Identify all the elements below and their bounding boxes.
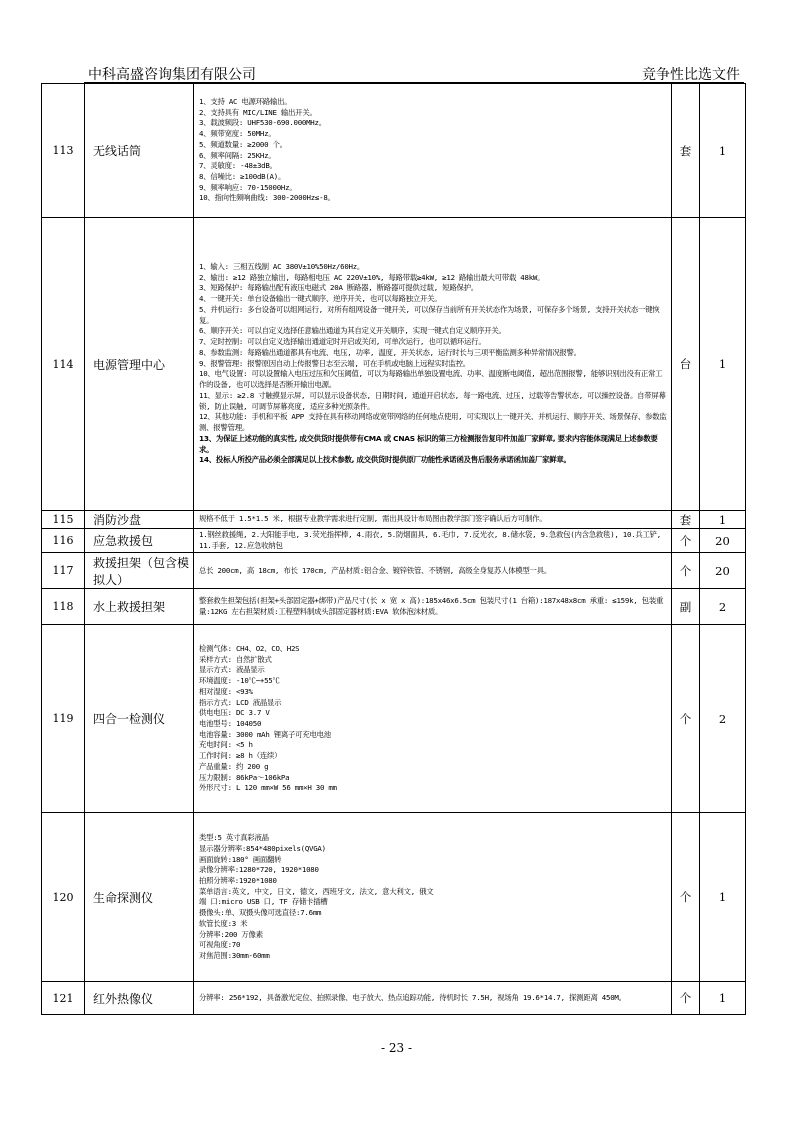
item-unit: 个 [672,625,700,813]
table-row [42,625,746,813]
page-header [84,62,744,83]
item-number: 116 [42,529,85,553]
item-name: 红外热像仪 [85,982,194,1015]
spec-line: 6、频率间隔: 25KHz。 [199,150,276,160]
spec-line: 指示方式: LCD 液晶显示 [199,697,282,707]
item-name: 无线话筒 [85,84,194,218]
spec-line: 8、信噪比: ≥100dB(A)。 [199,171,286,181]
item-specification [194,84,672,218]
item-number: 114 [42,218,85,511]
spec-line: 画面旋转:180° 画面翻转 [199,854,282,864]
spec-line: 端 口:micro USB 口, TF 存储卡插槽 [199,897,328,907]
item-number: 115 [42,511,85,529]
item-specification [194,982,672,1015]
spec-line: 电池容量: 3000 mAh 锂离子可充电电池 [199,729,331,739]
spec-line: 分辨率:200 万像素 [199,929,263,939]
table-row [42,553,746,589]
spec-line: 10、指向性频响曲线: 300-2000Hz≤-8。 [199,193,335,203]
spec-line: 工作时间: ≥8 h（连续） [199,751,282,761]
spec-line: 采样方式: 自然扩散式 [199,654,272,664]
spec-line: 环境温度: -10℃~+55℃ [199,676,280,686]
spec-line: 分辨率: 256*192, 具备激光定位、拍照录像、电子放大、热点追踪功能, 待机时长 7.5H, 视场角 19.6*14.7, 探测距离 450M。 [199,993,626,1003]
item-name: 消防沙盘 [85,511,194,529]
item-specification [194,553,672,589]
spec-line: 8、参数监测: 每路输出通道都具有电流、电压, 功率, 温度, 开关状态, 运行时长与三项平衡监测多种异常情况报警。 [199,347,581,357]
item-unit: 个 [672,813,700,982]
spec-line: 电池型号: 104050 [199,718,262,728]
item-specification [194,589,672,625]
spec-line: 3、短路保护: 每路输出配有液压电磁式 20A 断路器, 断路器可提供过载, 短路保护。 [199,283,478,293]
spec-line: 显示方式: 液晶显示 [199,665,265,675]
spec-line: 检测气体: CH4、O2、CO、H2S [199,643,300,653]
spec-line: 菜单语言:英文, 中文, 日文, 德文, 西班牙文, 法文, 意大利文, 俄文 [199,886,434,896]
document-type: 竞争性比选文件 [642,67,740,83]
item-quantity: 2 [700,589,746,625]
spec-line: 录像分辨率:1280*720, 1920*1080 [199,865,319,875]
item-number: 117 [42,553,85,589]
spec-line: 4、频带宽度: 50MHz。 [199,129,276,139]
table-row [42,84,746,218]
spec-line: 1.钢丝救援绳, 2.大阳能手电, 3.荧光指挥棒, 4.雨衣, 5.防烟面具, 6.毛巾, 7.反光衣, 8.储水袋, 9.急救包(内含急救毯), 10.兵工铲, 11.手套, 12.应急收纳包 [199,530,662,550]
spec-line-emphasis: 13、为保证上述功能的真实性, 成交供货时提供带有CMA 或 CNAS 标识的第三方检测报告复印件加盖厂家鲜章, 要求内容能体现满足上述参数要求。 [199,433,658,454]
spec-line: 压力限制: 86kPa～106kPa [199,772,290,782]
table-row [42,813,746,982]
spec-line: 7、灵敏度: -48±3dB。 [199,161,277,171]
spec-line: 2、输出: ≥12 路独立输出, 每路相电压 AC 220V±10%, 每路带载≥4kW, ≥12 路输出最大可带载 48kW。 [199,272,545,282]
item-unit: 台 [672,218,700,511]
item-unit: 个 [672,553,700,589]
spec-line: 充电时间: <5 h [199,740,253,750]
item-number: 113 [42,84,85,218]
item-number: 119 [42,625,85,813]
item-quantity: 1 [700,813,746,982]
spec-line: 9、报警管理: 报警原因自动上传报警日志至云端, 可在手机或电脑上远程实时监控。 [199,358,470,368]
spec-line: 总长 200cm, 高 18cm, 布长 170cm, 产品材质:铝合金、镀锌铁管、不锈钢, 高级全身复苏人体模型一具。 [199,565,551,575]
item-quantity: 1 [700,218,746,511]
table-row [42,982,746,1015]
spec-line: 类型:5 英寸真彩液晶 [199,833,269,843]
item-specification [194,529,672,553]
item-quantity: 20 [700,553,746,589]
spec-line: 6、顺序开关: 可以自定义选择任意输出通道为其自定义开关顺序, 实现一键式自定义顺序开关。 [199,326,506,336]
spec-line-emphasis: 14、投标人所投产品必须全部满足以上技术参数, 成交供货时提供原厂功能性承诺函及售后服务承诺函加盖厂家鲜章。 [199,455,571,465]
page-number: - 23 - [380,1041,412,1055]
table-row [42,529,746,553]
spec-line: 1、输入: 三相五线制 AC 380V±10%50Hz/60Hz。 [199,262,365,272]
item-unit: 套 [672,511,700,529]
item-name: 四合一检测仪 [85,625,194,813]
item-unit: 套 [672,84,700,218]
item-name: 电源管理中心 [85,218,194,511]
table-row [42,218,746,511]
company-name: 中科高盛咨询集团有限公司 [88,67,256,83]
item-specification [194,813,672,982]
item-name: 生命探测仪 [85,813,194,982]
spec-line: 9、频率响应: 70-15000Hz。 [199,182,297,192]
item-quantity: 20 [700,529,746,553]
item-specification [194,625,672,813]
spec-line: 可视角度:70 [199,940,241,950]
item-name: 应急救援包 [85,529,194,553]
spec-line: 12、其他功能: 手机和平板 APP 支持在具有移动网络或宽带网络的任何地点使用, 可实现以上一键开关、并机运行、顺序开关、场景保存、参数监测、报警管理。 [199,412,667,433]
spec-line: 11、显示: ≥2.8 寸触摸显示屏, 可以显示设备状态, 日期时间, 通道开启状态, 每一路电流、过压, 过载等告警状态, 可以操控设备。自带屏幕锁, 防止误触, 可调节屏幕亮度, 适应多种光照条件。 [199,390,666,411]
spec-line: 整套救生担架包括(担架+头部固定器+绑带)产品尺寸(长 x 宽 x 高):185x46x6.5cm 包装尺寸(1 台箱):187x48x8cm 承重: ≤159k, 包装重量:12KG 左右担架材质:工程塑料制成头部固定器材质:EVA 软体泡沫材质。 [199,596,664,616]
spec-line: 4、一键开关: 单台设备输出一键式顺序、逆序开关, 也可以每路独立开关。 [199,294,442,304]
spec-line: 5、频道数量: ≥2000 个。 [199,139,287,149]
item-unit: 副 [672,589,700,625]
specification-table [41,83,746,1015]
spec-line: 3、载波频段: UHF530-690.000MHz。 [199,118,326,128]
item-quantity: 1 [700,982,746,1015]
item-quantity: 1 [700,84,746,218]
spec-line: 摄像头:单、双摄头像可选直径:7.6mm [199,908,322,918]
item-quantity: 1 [700,511,746,529]
spec-line: 规格不低于 1.5*1.5 米, 根据专业教学需求进行定制, 需出具设计布局图由教学部门签字确认后方可制作。 [199,514,547,524]
item-number: 118 [42,589,85,625]
item-name: 救援担架（包含模拟人） [85,553,194,589]
spec-line: 供电电压: DC 3.7 V [199,708,270,718]
item-number: 121 [42,982,85,1015]
spec-line: 软管长度:3 米 [199,918,248,928]
spec-line: 1、支持 AC 电源环路输出。 [199,96,292,106]
item-specification [194,511,672,529]
spec-line: 相对湿度: <93% [199,686,253,696]
spec-line: 外形尺寸: L 120 mm×W 56 mm×H 30 mm [199,783,337,793]
item-name: 水上救援担架 [85,589,194,625]
table-row [42,511,746,529]
spec-line: 2、支持具有 MIC/LINE 输出开关。 [199,107,317,117]
spec-line: 对焦范围:30mm-60mm [199,951,270,961]
spec-line: 5、并机运行: 多台设备可以组网运行, 对所有组网设备一键开关, 可以保存当前所有开关状态作为场景, 可保存多个场景, 支持开关状态一键恢复。 [199,304,660,325]
item-unit: 个 [672,982,700,1015]
spec-line: 10、电气设置: 可以设置输入电压过压和欠压阈值, 可以为每路输出单独设置电流、功率、温度断电阈值, 超出范围报警, 能够识别出没有正常工作的设备, 也可以选择是否断开输出电源。 [199,369,663,390]
item-unit: 个 [672,529,700,553]
item-quantity: 2 [700,625,746,813]
spec-line: 拍照分辨率:1920*1080 [199,876,277,885]
table-row [42,589,746,625]
spec-line: 7、定时控制: 可以自定义选择输出通道定时开启或关闭, 可单次运行, 也可以循环运行。 [199,337,486,347]
item-specification [194,218,672,511]
spec-line: 显示器分辨率:854*480pixels(QVGA) [199,843,326,853]
spec-line: 产品重量: 约 200 g [199,761,269,771]
item-number: 120 [42,813,85,982]
